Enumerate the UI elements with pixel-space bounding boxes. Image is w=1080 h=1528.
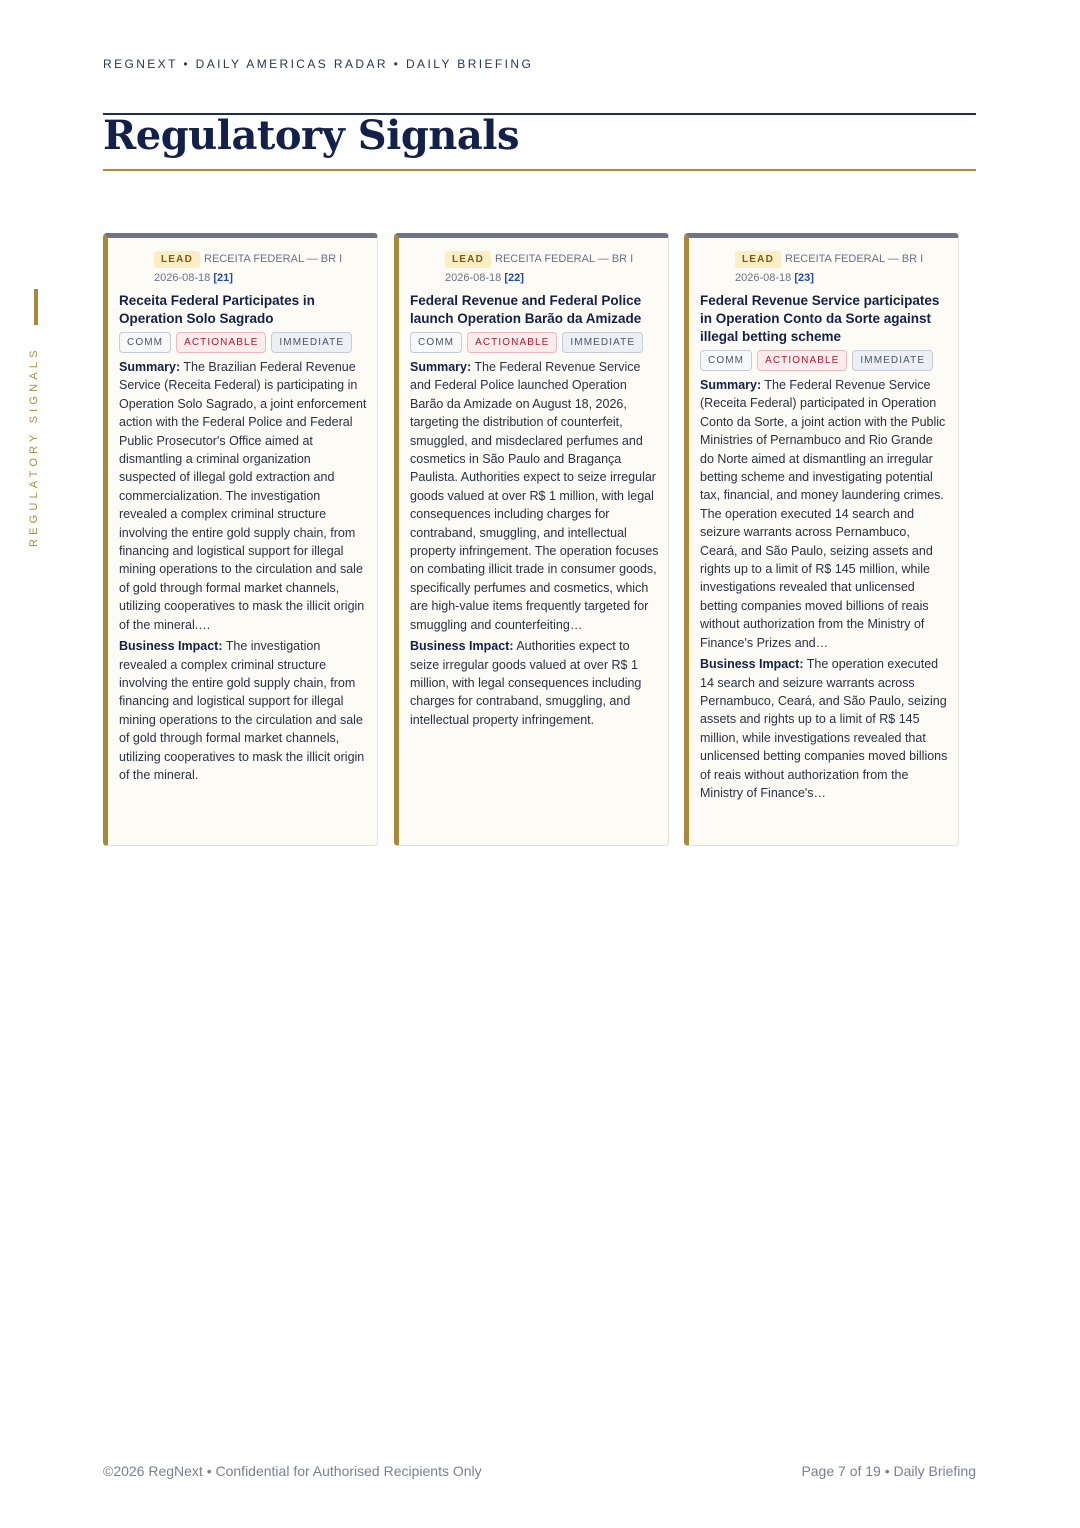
- signal-card: [103, 233, 378, 846]
- card-title: Federal Revenue and Federal Police launch Operation Barão da Amizade: [410, 293, 642, 326]
- impact-label: Business Impact:: [410, 639, 514, 654]
- tag-immediate: IMMEDIATE: [271, 332, 352, 353]
- card-business-impact: [119, 637, 369, 784]
- header-bottom-rule: [103, 169, 976, 171]
- tag-list: [410, 332, 660, 353]
- side-section-label: REGULATORY SIGNALS: [28, 346, 40, 547]
- card-source: RECEITA FEDERAL — BR I: [204, 253, 343, 265]
- impact-label: Business Impact:: [119, 639, 223, 654]
- card-title: Receita Federal Participates in Operation Solo Sagrado: [119, 293, 315, 326]
- tag-immediate: IMMEDIATE: [562, 332, 643, 353]
- card-source: RECEITA FEDERAL — BR I: [785, 253, 924, 265]
- summary-text: The Federal Revenue Service and Federal Police launched Operation Barão da Amizade on August 18, 2026, targeting the distribution of counterfeit, smuggled, and misdeclared perfumes and cosmetics in São Paulo and Bragança Paulista. Authorities expect to seize irregular goods valued at over R$ 1 million, with legal consequences including charges for contraband, smuggling, and intellectual property infringement. The operation focuses on combating illicit trade in consumer goods, specifically perfumes and cosmetics, which are high-value items frequently targeted for smuggling and counterfeiting…: [410, 360, 659, 632]
- page-title: Regulatory Signals: [103, 112, 520, 159]
- card-business-impact: [410, 637, 660, 729]
- card-meta: [700, 250, 950, 288]
- lead-badge: LEAD: [154, 251, 200, 268]
- signal-card: [684, 233, 959, 846]
- tag-list: [119, 332, 369, 353]
- card-title: Federal Revenue Service participates in Operation Conto da Sorte against illegal betting scheme: [700, 293, 940, 344]
- card-summary: [119, 358, 369, 634]
- summary-label: Summary:: [700, 378, 762, 392]
- footer-page-number: Page 7 of 19 • Daily Briefing: [801, 1463, 976, 1479]
- tag-actionable: ACTIONABLE: [176, 332, 266, 353]
- card-date: 2026-08-18: [735, 272, 792, 284]
- card-meta: [410, 250, 660, 288]
- summary-label: Summary:: [410, 360, 472, 374]
- tag-list: [700, 350, 950, 371]
- tag-comm: COMM: [119, 332, 171, 353]
- lead-badge: LEAD: [735, 251, 781, 268]
- footer-copyright: ©2026 RegNext • Confidential for Authorised Recipients Only: [103, 1463, 482, 1479]
- side-accent-bar: [34, 289, 38, 325]
- tag-actionable: ACTIONABLE: [467, 332, 557, 353]
- card-business-impact: [700, 655, 950, 802]
- summary-text: The Brazilian Federal Revenue Service (Receita Federal) is participating in Operation Solo Sagrado, a joint enforcement action with the Federal Police and Federal Public Prosecutor's Office aimed at dismantling a criminal organization suspected of illegal gold extraction and commercialization. The investigation revealed a complex criminal structure involving the entire gold supply chain, from financing and logistical support for illegal mining operations to the circulation and sale of gold through formal market channels, utilizing cooperatives to mask the illicit origin of the mineral.…: [119, 360, 367, 632]
- tag-comm: COMM: [700, 350, 752, 371]
- impact-label: Business Impact:: [700, 657, 804, 672]
- impact-text: The investigation revealed a complex criminal structure involving the entire gold supply chain, from financing and logistical support for illegal mining operations to the circulation and sale of gold through formal market channels, utilizing cooperatives to mask the illicit origin of the mineral.: [119, 639, 365, 782]
- card-source: RECEITA FEDERAL — BR I: [495, 253, 634, 265]
- lead-badge: LEAD: [445, 251, 491, 268]
- tag-actionable: ACTIONABLE: [757, 350, 847, 371]
- citation-link[interactable]: [23]: [794, 272, 814, 284]
- impact-text: Authorities expect to seize irregular goods valued at over R$ 1 million, with legal consequences including charges for contraband, smuggling, and intellectual property infringement.: [410, 639, 642, 727]
- summary-text: The Federal Revenue Service (Receita Federal) participated in Operation Conto da Sorte, a joint action with the Public Ministries of Pernambuco and Rio Grande do Norte aimed at dismantling an irregular betting scheme and investigating potential tax, financial, and money laundering crimes. The operation executed 14 search and seizure warrants across Pernambuco, Ceará, and São Paulo, seizing assets and rights up to a limit of R$ 145 million, while investigations revealed that unlicensed betting companies moved billions of reais without authorization from the Ministry of Finance's Prizes and…: [700, 378, 946, 650]
- impact-text: The operation executed 14 search and seizure warrants across Pernambuco, Ceará, and São Paulo, seizing assets and rights up to a limit of R$ 145 million, while investigations revealed that unlicensed betting companies moved billions of reais without authorization from the Ministry of Finance's…: [700, 657, 948, 800]
- card-summary: [700, 376, 950, 652]
- citation-link[interactable]: [21]: [213, 272, 233, 284]
- card-meta: [119, 250, 369, 288]
- card-date: 2026-08-18: [154, 272, 211, 284]
- signal-card: [394, 233, 669, 846]
- card-summary: [410, 358, 660, 634]
- summary-label: Summary:: [119, 360, 181, 374]
- tag-comm: COMM: [410, 332, 462, 353]
- card-date: 2026-08-18: [445, 272, 502, 284]
- header-kicker: REGNEXT • DAILY AMERICAS RADAR • DAILY BRIEFING: [103, 57, 534, 71]
- citation-link[interactable]: [22]: [504, 272, 524, 284]
- tag-immediate: IMMEDIATE: [852, 350, 933, 371]
